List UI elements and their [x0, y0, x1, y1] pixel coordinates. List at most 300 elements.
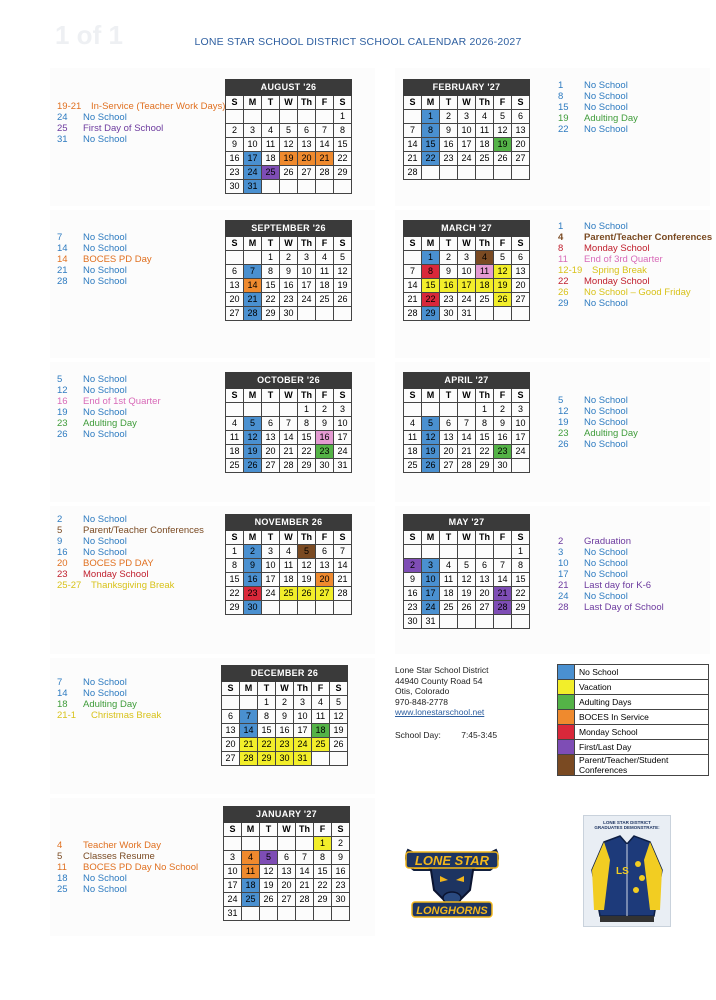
weekday-header: M: [422, 96, 440, 110]
calendar-day: 29: [476, 459, 494, 473]
calendar-empty-cell: [242, 907, 260, 921]
calendar-empty-cell: [404, 110, 422, 124]
calendar-day: 24: [298, 293, 316, 307]
legend-swatch: [558, 725, 575, 740]
calendar-day: 12: [422, 431, 440, 445]
calendar-empty-cell: [280, 180, 298, 194]
legend-label: Adulting Days: [575, 695, 709, 710]
calendar-day: 8: [298, 417, 316, 431]
calendar-day: 19: [260, 879, 278, 893]
event-label: Adulting Day: [83, 699, 137, 710]
calendar-day: 20: [262, 445, 280, 459]
calendar-day: 30: [316, 459, 334, 473]
calendar-day: 22: [262, 293, 280, 307]
weekday-header: T: [262, 96, 280, 110]
calendar-day: 5: [280, 124, 298, 138]
calendar-day: 23: [226, 166, 244, 180]
calendar-day: 27: [440, 459, 458, 473]
legend-label: No School: [575, 665, 709, 680]
weekday-header: S: [404, 389, 422, 403]
event-date: 5: [57, 525, 63, 536]
event-item: [558, 265, 708, 276]
weekday-header: S: [332, 823, 350, 837]
calendar-day: 4: [280, 545, 298, 559]
calendar-day: 13: [512, 265, 530, 279]
calendar-day: 27: [316, 587, 334, 601]
event-item: [57, 851, 222, 862]
event-label: No School: [83, 873, 127, 884]
event-date: 26: [558, 287, 569, 298]
logo-top-text: LONE STAR: [414, 853, 490, 868]
calendar-empty-cell: [298, 180, 316, 194]
event-label: No School: [584, 406, 628, 417]
event-item: [558, 287, 708, 298]
calendar-day: 10: [244, 138, 262, 152]
calendar-august: [225, 79, 352, 194]
event-date: 11: [558, 254, 568, 265]
calendar-day: 24: [458, 293, 476, 307]
calendar-day: 28: [404, 307, 422, 321]
calendar-day: 16: [332, 865, 350, 879]
calendar-day: 8: [334, 124, 352, 138]
event-label: Monday School: [83, 569, 149, 580]
calendar-day: 9: [280, 265, 298, 279]
event-date: 26: [57, 429, 68, 440]
calendar-empty-cell: [244, 251, 262, 265]
event-date: 4: [558, 232, 564, 243]
calendar-empty-cell: [316, 601, 334, 615]
calendar-empty-cell: [316, 180, 334, 194]
calendar-day: 20: [222, 738, 240, 752]
event-label: Adulting Day: [584, 428, 638, 439]
calendar-day: 19: [334, 279, 352, 293]
event-date: 11: [57, 862, 67, 873]
calendar-day: 1: [258, 696, 276, 710]
weekday-header: F: [312, 682, 330, 696]
event-label: No School: [83, 232, 127, 243]
event-item: [57, 429, 217, 440]
calendar-day: 5: [494, 110, 512, 124]
event-date: 12: [57, 385, 68, 396]
calendar-day: 2: [494, 403, 512, 417]
calendar-day: 24: [334, 445, 352, 459]
calendar-day: 29: [298, 459, 316, 473]
calendar-day: 16: [440, 279, 458, 293]
calendar-day: 13: [226, 279, 244, 293]
event-label: Adulting Day: [83, 418, 137, 429]
event-label: No School: [584, 439, 628, 450]
event-item: [57, 101, 226, 112]
calendar-empty-cell: [440, 166, 458, 180]
calendar-day: 17: [262, 573, 280, 587]
calendar-day: 22: [512, 587, 530, 601]
event-label: No School: [584, 395, 628, 406]
calendar-day: 29: [258, 752, 276, 766]
event-date: 5: [558, 395, 564, 406]
event-label: BOCES PD Day No School: [83, 862, 199, 873]
calendar-empty-cell: [494, 307, 512, 321]
calendar-day: 27: [512, 293, 530, 307]
events-february: [558, 80, 708, 135]
calendar-day: 27: [476, 601, 494, 615]
event-date: 28: [57, 276, 68, 287]
calendar-day: 28: [334, 587, 352, 601]
calendar-day: 7: [494, 559, 512, 573]
calendar-day: 21: [404, 152, 422, 166]
legend-row: [558, 695, 709, 710]
calendar-day: 10: [334, 417, 352, 431]
calendar-day: 4: [440, 559, 458, 573]
calendar-day: 2: [316, 403, 334, 417]
event-date: 2: [558, 536, 564, 547]
calendar-day: 6: [226, 265, 244, 279]
calendar-day: 18: [476, 279, 494, 293]
calendar-day: 16: [276, 724, 294, 738]
weekday-header: T: [262, 237, 280, 251]
calendar-day: 15: [262, 279, 280, 293]
calendar-day: 18: [440, 587, 458, 601]
weekday-header: W: [458, 531, 476, 545]
calendar-day: 28: [458, 459, 476, 473]
calendar-day: 16: [440, 138, 458, 152]
calendar-day: 4: [312, 696, 330, 710]
poster-title-2: GRADUATES DEMONSTRATE:: [594, 825, 660, 830]
calendar-day: 10: [294, 710, 312, 724]
weekday-header: W: [458, 237, 476, 251]
calendar-day: 19: [280, 152, 298, 166]
calendar-day: 29: [334, 166, 352, 180]
calendar-day: 16: [404, 587, 422, 601]
calendar-day: 3: [512, 403, 530, 417]
calendar-day: 11: [316, 265, 334, 279]
calendar-day: 3: [334, 403, 352, 417]
calendar-day: 30: [404, 615, 422, 629]
calendar-day: 20: [476, 587, 494, 601]
event-date: 9: [57, 536, 63, 547]
weekday-header: S: [334, 96, 352, 110]
calendar-day: 13: [262, 431, 280, 445]
calendar-day: 28: [404, 166, 422, 180]
calendar-empty-cell: [476, 545, 494, 559]
weekday-header: F: [494, 96, 512, 110]
event-date: 12: [558, 406, 569, 417]
event-label: End of 3rd Quarter: [584, 254, 663, 265]
weekday-header: T: [260, 823, 278, 837]
calendar-day: 29: [512, 601, 530, 615]
event-item: [558, 417, 708, 428]
events-september: [57, 232, 217, 287]
calendar-day: 28: [240, 752, 258, 766]
event-item: [57, 254, 217, 265]
calendar-day: 11: [312, 710, 330, 724]
event-item: [57, 710, 217, 721]
weekday-header: M: [240, 682, 258, 696]
event-item: [57, 232, 217, 243]
calendar-day: 19: [422, 445, 440, 459]
calendar-day: 2: [440, 110, 458, 124]
letterman-jacket-icon: [584, 830, 670, 928]
calendar-day: 14: [280, 431, 298, 445]
event-label: No School: [83, 536, 127, 547]
event-item: [558, 276, 708, 287]
weekday-header: S: [226, 237, 244, 251]
calendar-day: 26: [494, 152, 512, 166]
calendar-day: 26: [458, 601, 476, 615]
calendar-empty-cell: [280, 403, 298, 417]
weekday-header: T: [440, 531, 458, 545]
legend-swatch: [558, 680, 575, 695]
event-date: 25-27: [57, 580, 82, 591]
calendar-day: 7: [458, 417, 476, 431]
calendar-empty-cell: [476, 615, 494, 629]
legend-label: Monday School: [575, 725, 709, 740]
calendar-day: 28: [316, 166, 334, 180]
calendar-day: 25: [280, 587, 298, 601]
weekday-header: F: [316, 96, 334, 110]
event-item: [558, 536, 708, 547]
weekday-header: Th: [476, 531, 494, 545]
weekday-header: F: [314, 823, 332, 837]
calendar-day: 23: [244, 587, 262, 601]
event-date: 20: [57, 558, 68, 569]
calendar-day: 28: [280, 459, 298, 473]
calendar-day: 4: [262, 124, 280, 138]
page-title: LONE STAR SCHOOL DISTRICT SCHOOL CALENDAR 2026-2027: [194, 36, 522, 48]
calendar-day: 17: [244, 152, 262, 166]
calendar-day: 5: [494, 251, 512, 265]
calendar-day: 30: [280, 307, 298, 321]
event-item: [558, 221, 708, 232]
event-date: 18: [57, 699, 68, 710]
calendar-day: 10: [512, 417, 530, 431]
poster-title-1: LONE STAR DISTRICT: [603, 820, 651, 825]
legend-label: Parent/Teacher/Student Conferences: [575, 755, 709, 776]
event-date: 19: [57, 407, 68, 418]
calendar-day: 9: [440, 124, 458, 138]
calendar-day: 6: [512, 110, 530, 124]
calendar-day: 12: [260, 865, 278, 879]
calendar-day: 29: [226, 601, 244, 615]
month-title: MAY '27: [404, 515, 530, 531]
calendar-day: 30: [244, 601, 262, 615]
calendar-day: 22: [476, 445, 494, 459]
calendar-day: 15: [422, 138, 440, 152]
event-date: 23: [57, 418, 68, 429]
calendar-day: 9: [494, 417, 512, 431]
event-item: [558, 243, 708, 254]
weekday-header: T: [262, 389, 280, 403]
district-website-link[interactable]: www.lonestarschool.net: [395, 707, 485, 717]
event-date: 1: [558, 221, 564, 232]
calendar-day: 12: [330, 710, 348, 724]
event-item: [57, 677, 217, 688]
calendar-day: 9: [404, 573, 422, 587]
event-label: No School: [584, 417, 628, 428]
calendar-day: 6: [278, 851, 296, 865]
weekday-header: S: [224, 823, 242, 837]
calendar-day: 29: [422, 307, 440, 321]
calendar-day: 24: [224, 893, 242, 907]
calendar-day: 28: [494, 601, 512, 615]
events-december: [57, 677, 217, 721]
graduate-poster: [583, 815, 671, 927]
event-date: 22: [558, 124, 569, 135]
calendar-day: 3: [244, 124, 262, 138]
event-item: [558, 439, 708, 450]
calendar-empty-cell: [334, 180, 352, 194]
calendar-day: 9: [332, 851, 350, 865]
calendar-empty-cell: [298, 110, 316, 124]
calendar-empty-cell: [314, 907, 332, 921]
event-label: No School: [584, 298, 628, 309]
calendar-day: 22: [298, 445, 316, 459]
event-item: [57, 134, 217, 145]
event-item: [57, 514, 217, 525]
calendar-september: [225, 220, 352, 321]
calendar-day: 3: [224, 851, 242, 865]
calendar-day: 31: [224, 907, 242, 921]
calendar-day: 23: [316, 445, 334, 459]
calendar-day: 31: [334, 459, 352, 473]
event-date: 2: [57, 514, 63, 525]
calendar-day: 18: [404, 445, 422, 459]
event-date: 10: [558, 558, 569, 569]
event-label: No School: [83, 265, 127, 276]
legend-row: [558, 680, 709, 695]
event-label: No School: [584, 547, 628, 558]
event-label: No School: [83, 374, 127, 385]
calendar-day: 25: [312, 738, 330, 752]
calendar-day: 9: [440, 265, 458, 279]
calendar-empty-cell: [316, 307, 334, 321]
event-label: Parent/Teacher Conferences: [83, 525, 204, 536]
events-march: [558, 221, 713, 309]
event-label: No School: [584, 558, 628, 569]
calendar-day: 14: [404, 279, 422, 293]
weekday-header: F: [494, 389, 512, 403]
calendar-day: 18: [316, 279, 334, 293]
event-label: BOCES PD Day: [83, 254, 152, 265]
calendar-day: 5: [260, 851, 278, 865]
calendar-day: 8: [314, 851, 332, 865]
month-title: FEBRUARY '27: [404, 80, 530, 96]
legend-row: [558, 710, 709, 725]
event-label: No School: [83, 884, 127, 895]
calendar-day: 21: [296, 879, 314, 893]
event-date: 24: [57, 112, 68, 123]
event-label: BOCES PD DAY: [83, 558, 154, 569]
calendar-day: 20: [226, 293, 244, 307]
calendar-day: 31: [458, 307, 476, 321]
calendar-empty-cell: [334, 307, 352, 321]
event-date: 24: [558, 591, 569, 602]
calendar-day: 23: [276, 738, 294, 752]
calendar-empty-cell: [476, 166, 494, 180]
district-info: [395, 665, 497, 740]
calendar-day: 18: [242, 879, 260, 893]
calendar-day: 25: [476, 152, 494, 166]
calendar-day: 31: [244, 180, 262, 194]
district-address: 44940 County Road 54: [395, 675, 483, 686]
event-label: No School: [83, 243, 127, 254]
calendar-day: 21: [316, 152, 334, 166]
calendar-empty-cell: [226, 251, 244, 265]
calendar-day: 25: [476, 293, 494, 307]
weekday-header: W: [280, 237, 298, 251]
weekday-header: Th: [476, 389, 494, 403]
month-title: APRIL '27: [404, 373, 530, 389]
weekday-header: W: [280, 96, 298, 110]
logo-bottom-text: LONGHORNS: [416, 905, 488, 917]
calendar-day: 21: [334, 573, 352, 587]
calendar-empty-cell: [330, 752, 348, 766]
weekday-header: W: [280, 389, 298, 403]
calendar-day: 12: [244, 431, 262, 445]
weekday-header: T: [262, 531, 280, 545]
calendar-day: 23: [332, 879, 350, 893]
event-item: [57, 884, 222, 895]
calendar-march: [403, 220, 530, 321]
weekday-header: F: [316, 237, 334, 251]
calendar-day: 5: [330, 696, 348, 710]
events-august: [57, 101, 226, 145]
calendar-day: 27: [278, 893, 296, 907]
calendar-day: 4: [404, 417, 422, 431]
calendar-day: 7: [334, 545, 352, 559]
calendar-day: 6: [440, 417, 458, 431]
calendar-day: 22: [314, 879, 332, 893]
calendar-day: 30: [440, 307, 458, 321]
calendar-day: 12: [458, 573, 476, 587]
event-date: 7: [57, 232, 63, 243]
calendar-day: 1: [422, 110, 440, 124]
weekday-header: S: [334, 237, 352, 251]
month-title: JANUARY '27: [224, 807, 350, 823]
calendar-day: 17: [294, 724, 312, 738]
calendar-day: 17: [224, 879, 242, 893]
calendar-empty-cell: [280, 601, 298, 615]
calendar-day: 28: [296, 893, 314, 907]
calendar-day: 23: [440, 293, 458, 307]
calendar-day: 13: [298, 138, 316, 152]
calendar-empty-cell: [278, 837, 296, 851]
month-title: NOVEMBER 26: [226, 515, 352, 531]
event-date: 25: [57, 123, 68, 134]
calendar-day: 15: [334, 138, 352, 152]
calendar-day: 1: [226, 545, 244, 559]
calendar-day: 2: [244, 545, 262, 559]
event-item: [57, 385, 217, 396]
calendar-day: 7: [240, 710, 258, 724]
event-date: 21-1: [57, 710, 77, 721]
calendar-day: 17: [298, 279, 316, 293]
calendar-day: 4: [316, 251, 334, 265]
calendar-empty-cell: [316, 110, 334, 124]
calendar-day: 19: [494, 138, 512, 152]
calendar-may: [403, 514, 530, 629]
calendar-day: 30: [494, 459, 512, 473]
event-item: [57, 569, 217, 580]
event-label: No School: [584, 569, 628, 580]
calendar-day: 20: [512, 279, 530, 293]
calendar-empty-cell: [224, 837, 242, 851]
calendar-day: 18: [312, 724, 330, 738]
legend-swatch: [558, 665, 575, 680]
longhorn-bull-icon: [400, 840, 504, 920]
weekday-header: W: [280, 531, 298, 545]
weekday-header: F: [494, 531, 512, 545]
calendar-empty-cell: [262, 601, 280, 615]
